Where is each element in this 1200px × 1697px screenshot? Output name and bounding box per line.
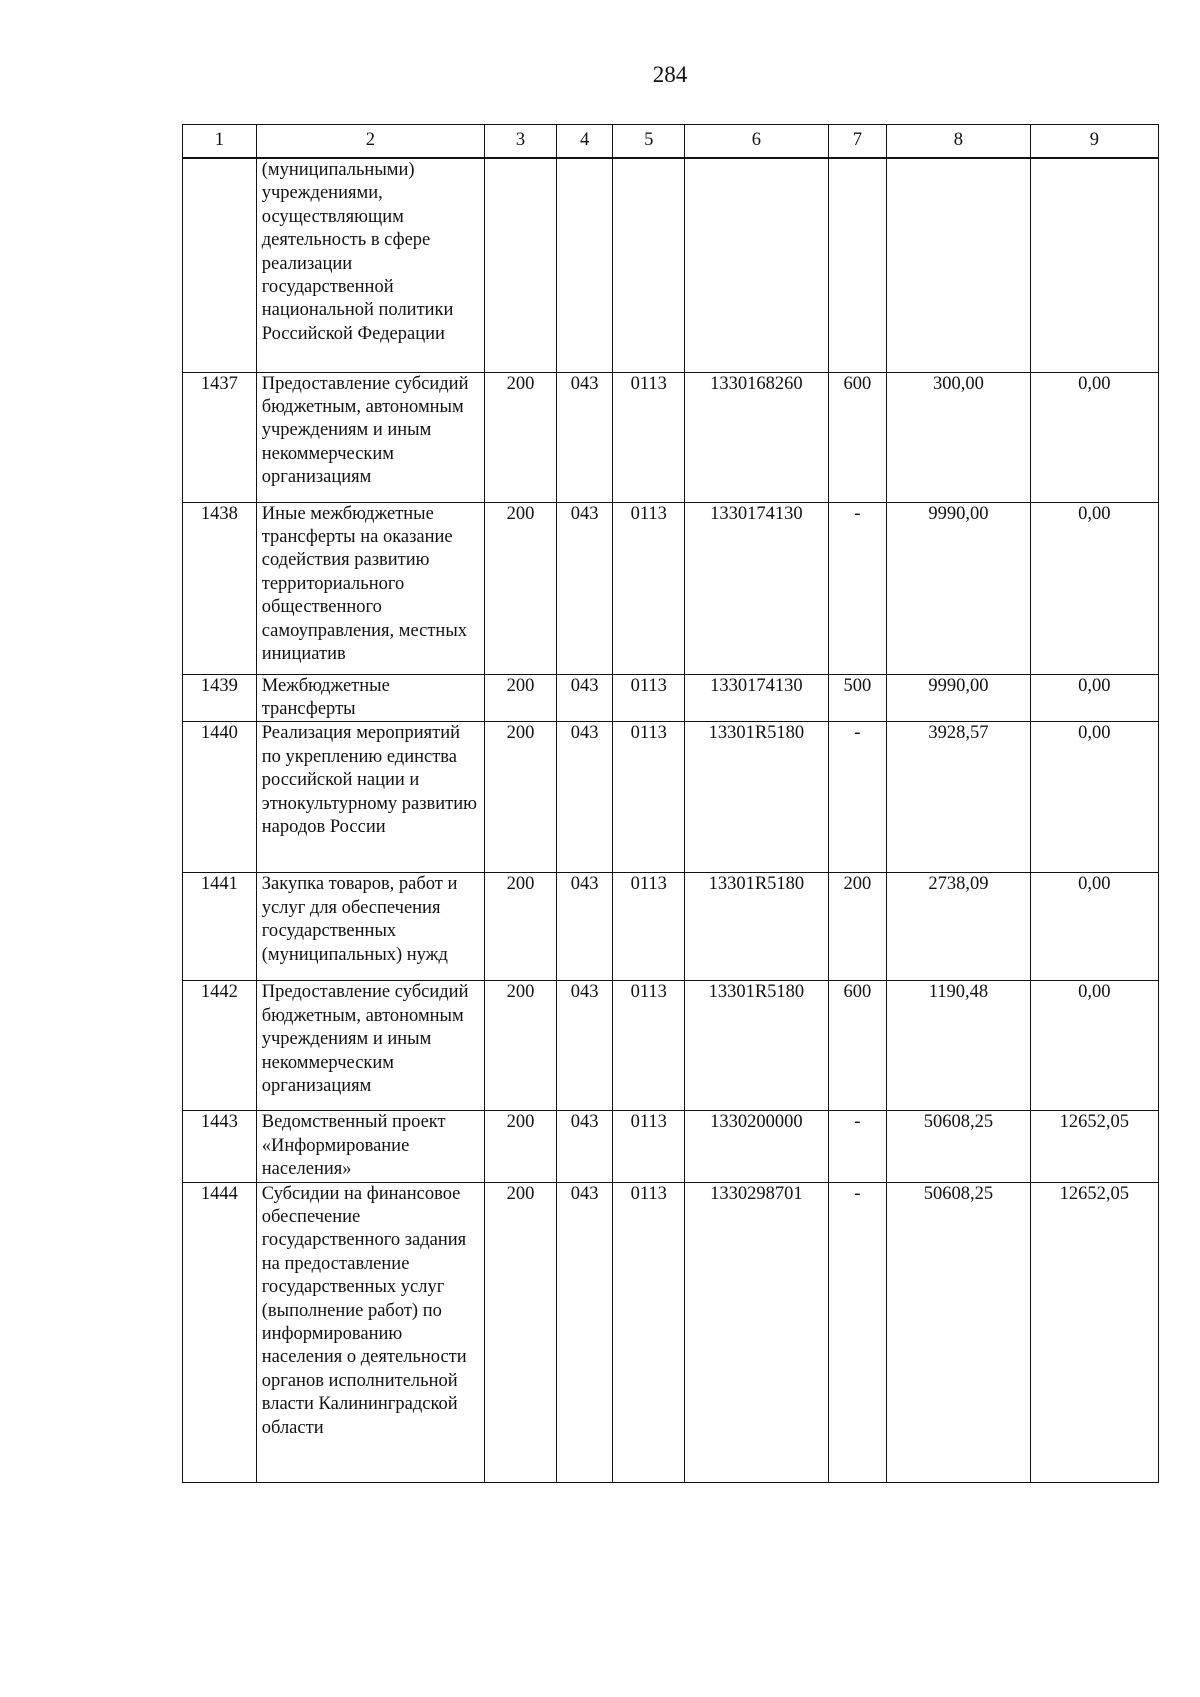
column-header-4: 4 [556, 125, 613, 159]
row-number-cell [183, 158, 257, 372]
target-article-cell: 1330168260 [685, 372, 828, 502]
row-name-cell: Предоставление субсидий бюджетным, автономным учреждениям и иным некоммерческим организациям [256, 372, 484, 502]
row-name-cell: Предоставление субсидий бюджетным, автономным учреждениям и иным некоммерческим организациям [256, 981, 484, 1111]
row-number-cell: 1439 [183, 674, 257, 722]
expense-type-cell: 600 [828, 372, 887, 502]
row-number-cell: 1437 [183, 372, 257, 502]
table-row [183, 502, 1159, 674]
ministry-code-cell: 200 [485, 674, 557, 722]
section-code-cell: 0113 [613, 674, 685, 722]
department-code-cell: 043 [556, 372, 613, 502]
row-name-cell: Иные межбюджетные трансферты на оказание содействия развитию территориального общественного самоуправления, местных инициатив [256, 502, 484, 674]
department-code-cell: 043 [556, 722, 613, 873]
ministry-code-cell: 200 [485, 372, 557, 502]
column-header-9: 9 [1030, 125, 1158, 159]
amount-2-cell: 0,00 [1030, 674, 1158, 722]
ministry-code-cell: 200 [485, 1182, 557, 1482]
expense-type-cell: - [828, 722, 887, 873]
expense-type-cell: 200 [828, 873, 887, 981]
expense-type-cell [828, 158, 887, 372]
page-number: 284 [652, 62, 688, 87]
row-name-cell: (муниципальными) учреждениями, осуществляющим деятельность в сфере реализации государственной национальной политики Российской Федерации [256, 158, 484, 372]
amount-1-cell: 1190,48 [887, 981, 1030, 1111]
ministry-code-cell: 200 [485, 981, 557, 1111]
section-code-cell: 0113 [613, 1182, 685, 1482]
section-code-cell: 0113 [613, 722, 685, 873]
ministry-code-cell: 200 [485, 1111, 557, 1182]
table-body [183, 158, 1159, 1482]
amount-2-cell: 0,00 [1030, 873, 1158, 981]
target-article-cell [685, 158, 828, 372]
target-article-cell: 1330174130 [685, 674, 828, 722]
ministry-code-cell: 200 [485, 722, 557, 873]
row-name-cell: Закупка товаров, работ и услуг для обеспечения государственных (муниципальных) нужд [256, 873, 484, 981]
row-number-cell: 1444 [183, 1182, 257, 1482]
ministry-code-cell: 200 [485, 873, 557, 981]
budget-table [182, 124, 1159, 1483]
section-code-cell [613, 158, 685, 372]
target-article-cell: 1330298701 [685, 1182, 828, 1482]
table-row [183, 873, 1159, 981]
row-number-cell: 1443 [183, 1111, 257, 1182]
amount-1-cell [887, 158, 1030, 372]
row-number-cell: 1440 [183, 722, 257, 873]
amount-1-cell: 2738,09 [887, 873, 1030, 981]
column-header-1: 1 [183, 125, 257, 159]
column-header-8: 8 [887, 125, 1030, 159]
expense-type-cell: - [828, 1182, 887, 1482]
column-header-7: 7 [828, 125, 887, 159]
department-code-cell: 043 [556, 981, 613, 1111]
table-row [183, 1182, 1159, 1482]
amount-2-cell: 0,00 [1030, 981, 1158, 1111]
target-article-cell: 13301R5180 [685, 722, 828, 873]
amount-1-cell: 9990,00 [887, 502, 1030, 674]
row-name-cell: Межбюджетные трансферты [256, 674, 484, 722]
row-name-cell: Субсидии на финансовое обеспечение государственного задания на предоставление государственных услуг (выполнение работ) по информированию населения о деятельности органов исполнительной власти Калининградской области [256, 1182, 484, 1482]
section-code-cell: 0113 [613, 873, 685, 981]
department-code-cell: 043 [556, 502, 613, 674]
column-header-5: 5 [613, 125, 685, 159]
amount-2-cell [1030, 158, 1158, 372]
amount-2-cell: 0,00 [1030, 372, 1158, 502]
table-row [183, 158, 1159, 372]
section-code-cell: 0113 [613, 981, 685, 1111]
expense-type-cell: 500 [828, 674, 887, 722]
row-number-cell: 1438 [183, 502, 257, 674]
column-header-6: 6 [685, 125, 828, 159]
row-name-cell: Ведомственный проект «Информирование населения» [256, 1111, 484, 1182]
department-code-cell: 043 [556, 1111, 613, 1182]
expense-type-cell: - [828, 502, 887, 674]
ministry-code-cell: 200 [485, 502, 557, 674]
amount-2-cell: 12652,05 [1030, 1182, 1158, 1482]
department-code-cell: 043 [556, 873, 613, 981]
amount-1-cell: 9990,00 [887, 674, 1030, 722]
amount-1-cell: 300,00 [887, 372, 1030, 502]
department-code-cell: 043 [556, 674, 613, 722]
ministry-code-cell [485, 158, 557, 372]
target-article-cell: 13301R5180 [685, 981, 828, 1111]
table-row [183, 372, 1159, 502]
section-code-cell: 0113 [613, 502, 685, 674]
table-row [183, 1111, 1159, 1182]
expense-type-cell: - [828, 1111, 887, 1182]
department-code-cell [556, 158, 613, 372]
target-article-cell: 1330174130 [685, 502, 828, 674]
table-row [183, 722, 1159, 873]
amount-1-cell: 50608,25 [887, 1111, 1030, 1182]
table-header-row [183, 125, 1159, 159]
expense-type-cell: 600 [828, 981, 887, 1111]
amount-2-cell: 0,00 [1030, 502, 1158, 674]
column-header-2: 2 [256, 125, 484, 159]
amount-2-cell: 12652,05 [1030, 1111, 1158, 1182]
row-number-cell: 1441 [183, 873, 257, 981]
table-row [183, 674, 1159, 722]
amount-1-cell: 50608,25 [887, 1182, 1030, 1482]
target-article-cell: 1330200000 [685, 1111, 828, 1182]
column-header-3: 3 [485, 125, 557, 159]
amount-1-cell: 3928,57 [887, 722, 1030, 873]
section-code-cell: 0113 [613, 372, 685, 502]
target-article-cell: 13301R5180 [685, 873, 828, 981]
table-row [183, 981, 1159, 1111]
row-name-cell: Реализация мероприятий по укреплению единства российской нации и этнокультурному развитию народов России [256, 722, 484, 873]
department-code-cell: 043 [556, 1182, 613, 1482]
amount-2-cell: 0,00 [1030, 722, 1158, 873]
row-number-cell: 1442 [183, 981, 257, 1111]
section-code-cell: 0113 [613, 1111, 685, 1182]
